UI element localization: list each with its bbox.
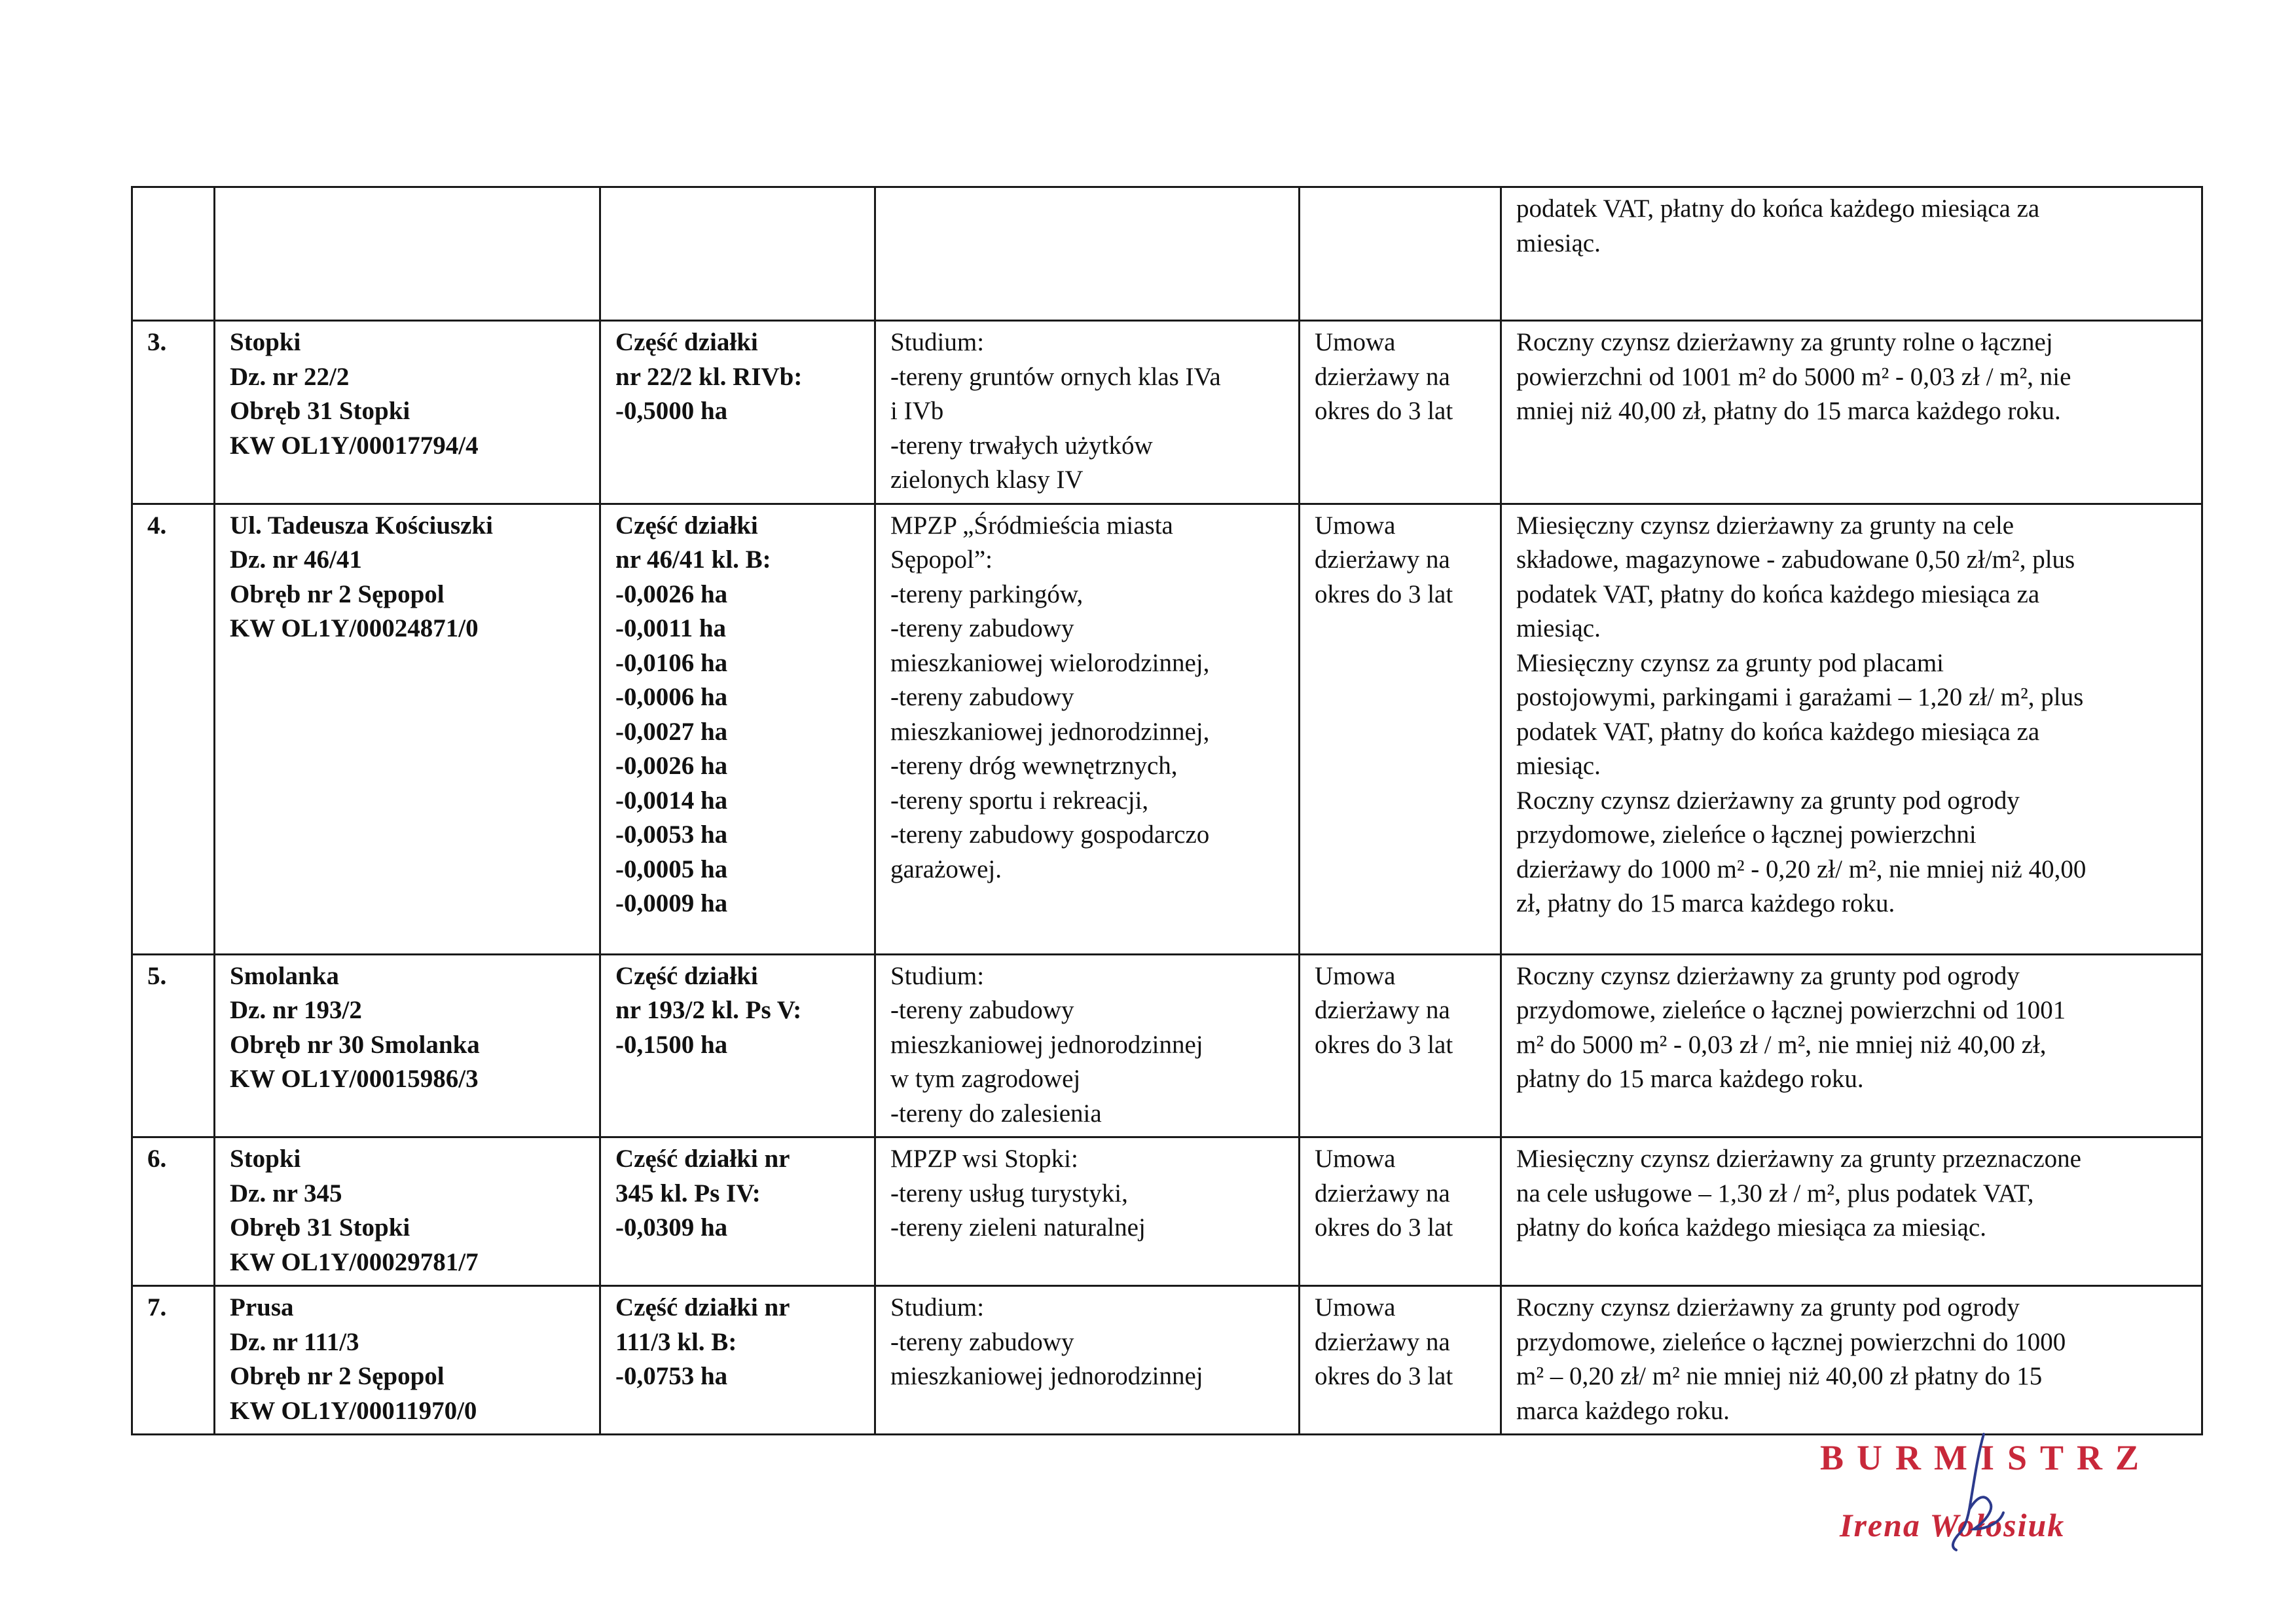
cell-line: -0,0106 ha [615,648,728,677]
stamp-name: Irena Wołosiuk [1840,1507,2066,1543]
cell-line: Miesięczny czynsz za grunty pod placami [1516,648,1944,677]
cell-line: podatek VAT, płatny do końca każdego miesiąca za [1516,580,2040,608]
cell-line: mieszkaniowej jednorodzinnej, [890,717,1210,746]
cell-line: Roczny czynsz dzierżawny za grunty pod ogrody [1516,1293,2020,1321]
cell-line: -0,1500 ha [615,1030,728,1059]
location-cell [215,954,600,1137]
cell-line: okres do 3 lat [1315,1362,1453,1390]
cell-line: Dz. nr 46/41 [230,545,362,574]
cell-line: Umowa [1315,1293,1396,1321]
cell-line: -tereny gruntów ornych klas IVa [890,362,1221,391]
location-cell [215,1137,600,1286]
cell-line: Miesięczny czynsz dzierżawny za grunty przeznaczone [1516,1145,2081,1173]
cell-line: dzierżawy na [1315,1327,1450,1356]
lease-form-cell [1300,1137,1501,1286]
cell-line: Obręb 31 Stopki [230,397,410,425]
planning-cell [875,321,1300,504]
cell-line: -0,0753 ha [615,1362,728,1390]
cell-line: na cele usługowe – 1,30 zł / m², plus podatek VAT, [1516,1179,2034,1208]
cell-line: Roczny czynsz dzierżawny za grunty rolne o łącznej [1516,328,2053,356]
row-number-cell: 5. [132,954,215,1137]
cell-line: miesiąc. [1516,752,1601,780]
cell-line: -0,0014 ha [615,786,728,815]
lease-form-cell [1300,954,1501,1137]
cell-line: -tereny do zalesienia [890,1099,1102,1128]
location-cell [215,187,600,321]
cell-line: płatny do końca każdego miesiąca za miesiąc. [1516,1213,1986,1242]
cell-line: Stopki [230,1145,301,1173]
cell-line: dzierżawy na [1315,362,1450,391]
cell-line: nr 193/2 kl. Ps V: [615,996,802,1024]
cell-line: płatny do 15 marca każdego roku. [1516,1065,1864,1093]
cell-line: okres do 3 lat [1315,397,1453,425]
location-cell [215,1286,600,1435]
cell-line: Dz. nr 193/2 [230,996,362,1024]
cell-line: Umowa [1315,511,1396,540]
row-number-cell: 6. [132,1137,215,1286]
cell-line: Część działki [615,328,758,356]
cell-line: okres do 3 lat [1315,1030,1453,1059]
table-row [132,954,2202,1137]
rent-cell [1501,954,2202,1137]
cell-line: garażowej. [890,855,1002,883]
cell-line: mieszkaniowej jednorodzinnej [890,1362,1203,1390]
cell-line: w tym zagrodowej [890,1065,1081,1093]
location-cell [215,321,600,504]
cell-line: Smolanka [230,961,339,990]
cell-line: nr 46/41 kl. B: [615,545,771,574]
cell-line: -0,5000 ha [615,397,728,425]
cell-line: -tereny zabudowy [890,1327,1074,1356]
cell-line: Studium: [890,961,985,990]
rent-cell [1501,321,2202,504]
cell-line: okres do 3 lat [1315,580,1453,608]
cell-line: -0,0309 ha [615,1213,728,1242]
planning-cell [875,1137,1300,1286]
planning-cell [875,1286,1300,1435]
cell-line: zł, płatny do 15 marca każdego roku. [1516,889,1895,917]
cell-line: Roczny czynsz dzierżawny za grunty pod ogrody [1516,961,2020,990]
rent-cell [1501,504,2202,954]
area-cell [600,504,875,954]
cell-line: Sępopol”: [890,545,993,574]
cell-line: postojowymi, parkingami i garażami – 1,20 zł/ m², plus [1516,683,2084,711]
cell-line: podatek VAT, płatny do końca każdego miesiąca za [1516,194,2040,223]
cell-line: Dz. nr 345 [230,1179,342,1208]
cell-line: KW OL1Y/00024871/0 [230,614,479,642]
cell-line: Obręb 31 Stopki [230,1213,410,1242]
cell-line: przydomowe, zieleńce o łącznej powierzchni do 1000 [1516,1327,2066,1356]
cell-line: nr 22/2 kl. RIVb: [615,362,803,391]
cell-line: -0,0005 ha [615,855,728,883]
table-row [132,321,2202,504]
cell-line: Część działki [615,511,758,540]
cell-line: KW OL1Y/00015986/3 [230,1065,479,1093]
cell-line: m² do 5000 m² - 0,03 zł / m², nie mniej niż 40,00 zł, [1516,1030,2047,1059]
cell-line: -tereny zieleni naturalnej [890,1213,1146,1242]
cell-line: -0,0011 ha [615,614,727,642]
cell-line: KW OL1Y/00011970/0 [230,1396,477,1425]
cell-line: -0,0026 ha [615,752,728,780]
rent-cell [1501,187,2202,321]
cell-line: -0,0053 ha [615,821,728,849]
cell-line: mniej niż 40,00 zł, płatny do 15 marca każdego roku. [1516,397,2061,425]
cell-line: -0,0006 ha [615,683,728,711]
planning-cell [875,954,1300,1137]
cell-line: składowe, magazynowe - zabudowane 0,50 zł/m², plus [1516,545,2075,574]
mayor-stamp [1768,1437,2160,1595]
planning-cell [875,187,1300,321]
row-number-cell: 7. [132,1286,215,1435]
area-cell [600,1137,875,1286]
cell-line: MPZP „Śródmieścia miasta [890,511,1173,540]
cell-line: Obręb nr 2 Sępopol [230,1362,445,1390]
cell-line: -0,0026 ha [615,580,728,608]
cell-line: Studium: [890,1293,985,1321]
cell-line: Część działki [615,961,758,990]
cell-line: KW OL1Y/00017794/4 [230,431,479,460]
row-number-cell [132,187,215,321]
cell-line: KW OL1Y/00029781/7 [230,1247,479,1276]
cell-line: podatek VAT, płatny do końca każdego miesiąca za [1516,717,2040,746]
cell-line: -tereny zabudowy [890,683,1074,711]
cell-line: -tereny zabudowy [890,614,1074,642]
row-number-cell: 4. [132,504,215,954]
area-cell [600,321,875,504]
cell-line: dzierżawy do 1000 m² - 0,20 zł/ m², nie mniej niż 40,00 [1516,855,2086,883]
cell-line: Roczny czynsz dzierżawny za grunty pod ogrody [1516,786,2020,815]
cell-line: -0,0027 ha [615,717,728,746]
cell-line: Miesięczny czynsz dzierżawny za grunty na cele [1516,511,2014,540]
cell-line: przydomowe, zieleńce o łącznej powierzchni od 1001 [1516,996,2066,1024]
lease-form-cell [1300,1286,1501,1435]
cell-line: Obręb nr 2 Sępopol [230,580,445,608]
cell-line: mieszkaniowej wielorodzinnej, [890,648,1210,677]
cell-line: Umowa [1315,328,1396,356]
cell-line: Część działki nr [615,1145,790,1173]
cell-line: -tereny parkingów, [890,580,1084,608]
cell-line: dzierżawy na [1315,1179,1450,1208]
cell-line: miesiąc. [1516,614,1601,642]
cell-line: miesiąc. [1516,229,1601,257]
cell-line: okres do 3 lat [1315,1213,1453,1242]
cell-line: 111/3 kl. B: [615,1327,737,1356]
cell-line: -tereny dróg wewnętrznych, [890,752,1178,780]
lease-table-body [132,187,2202,1435]
cell-line: 345 kl. Ps IV: [615,1179,761,1208]
rent-cell [1501,1286,2202,1435]
cell-line: i IVb [890,397,944,425]
cell-line: Umowa [1315,1145,1396,1173]
row-number-cell: 3. [132,321,215,504]
lease-table [131,186,2203,1435]
cell-line: -0,0009 ha [615,889,728,917]
cell-line: Prusa [230,1293,294,1321]
table-row [132,504,2202,954]
cell-line: -tereny zabudowy [890,996,1074,1024]
cell-line: dzierżawy na [1315,996,1450,1024]
area-cell [600,187,875,321]
cell-line: Stopki [230,328,301,356]
table-row [132,187,2202,321]
area-cell [600,1286,875,1435]
cell-line: -tereny zabudowy gospodarczo [890,821,1210,849]
cell-line: -tereny usług turystyki, [890,1179,1128,1208]
cell-line: MPZP wsi Stopki: [890,1145,1078,1173]
lease-form-cell [1300,187,1501,321]
area-cell [600,954,875,1137]
cell-line: m² – 0,20 zł/ m² nie mniej niż 40,00 zł płatny do 15 [1516,1362,2043,1390]
planning-cell [875,504,1300,954]
cell-line: Studium: [890,328,985,356]
cell-line: Umowa [1315,961,1396,990]
cell-line: Obręb nr 30 Smolanka [230,1030,480,1059]
handwritten-signature [1938,1431,2016,1555]
cell-line: -tereny trwałych użytków [890,431,1153,460]
cell-line: Dz. nr 22/2 [230,362,350,391]
cell-line: marca każdego roku. [1516,1396,1730,1425]
lease-form-cell [1300,504,1501,954]
table-row [132,1137,2202,1286]
cell-line: Część działki nr [615,1293,790,1321]
cell-line: dzierżawy na [1315,545,1450,574]
cell-line: Ul. Tadeusza Kościuszki [230,511,494,540]
location-cell [215,504,600,954]
table-row [132,1286,2202,1435]
cell-line: Dz. nr 111/3 [230,1327,359,1356]
cell-line: przydomowe, zieleńce o łącznej powierzchni [1516,821,1977,849]
cell-line: powierzchni od 1001 m² do 5000 m² - 0,03 zł / m², nie [1516,362,2071,391]
cell-line: -tereny sportu i rekreacji, [890,786,1149,815]
cell-line: zielonych klasy IV [890,466,1084,494]
rent-cell [1501,1137,2202,1286]
cell-line: mieszkaniowej jednorodzinnej [890,1030,1203,1059]
stamp-title: BURMISTRZ [1820,1438,2153,1477]
lease-form-cell [1300,321,1501,504]
